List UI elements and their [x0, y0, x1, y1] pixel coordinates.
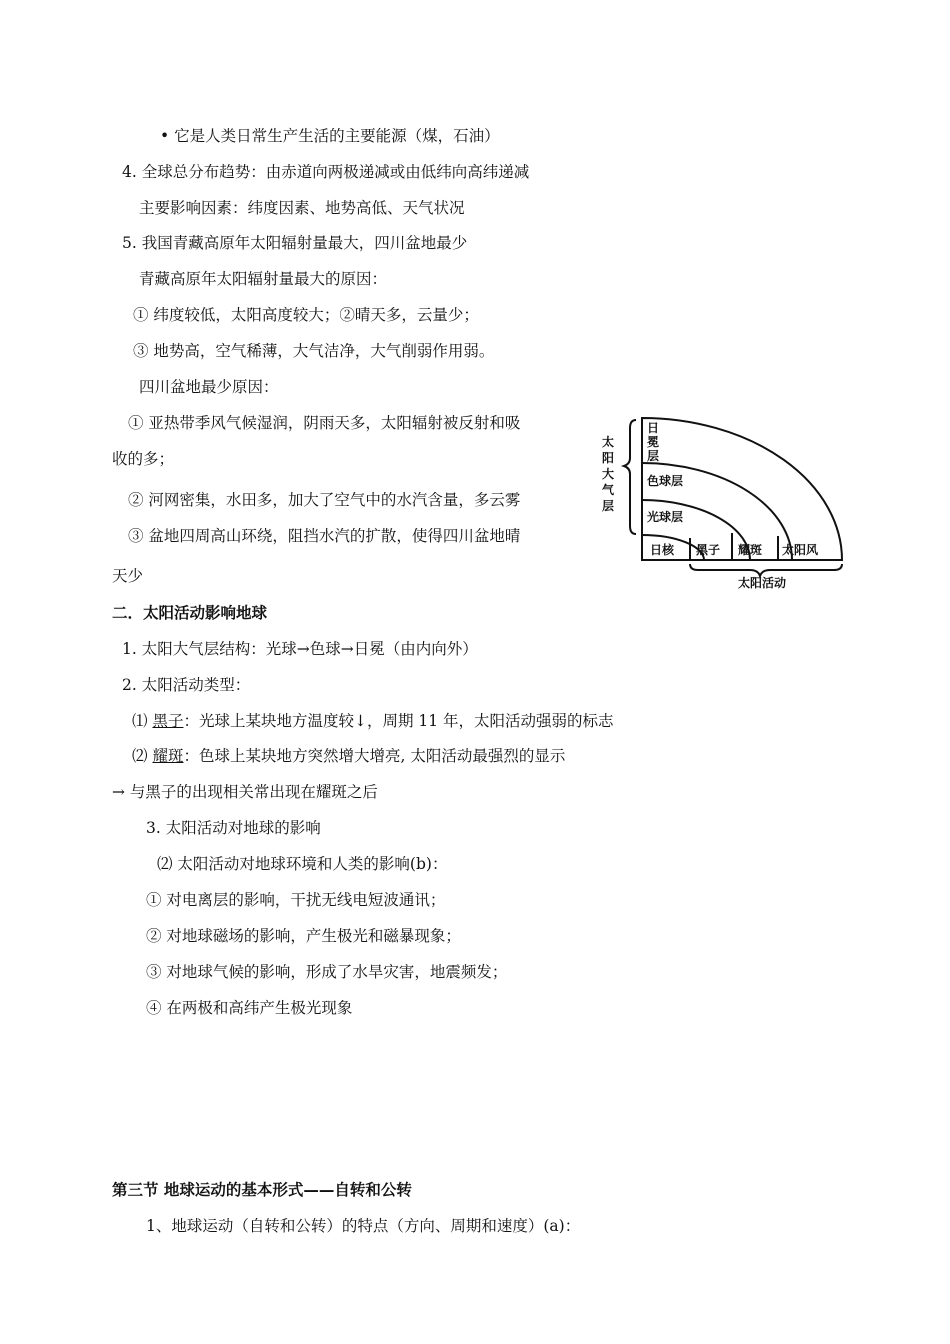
text-line: ① 纬度较低，太阳高度较大；②晴天多，云量少； — [133, 306, 479, 324]
term-sunspot: 黑子 — [152, 712, 184, 730]
solar-wind-label: 太阳风 — [782, 543, 819, 557]
text-line: 3. 太阳活动对地球的影响 — [146, 819, 321, 837]
solar-atmosphere-diagram — [590, 408, 850, 593]
text-line: → 与黑子的出现相关常出现在耀斑之后 — [112, 783, 378, 801]
text-line: ④ 在两极和高纬产生极光现象 — [146, 999, 353, 1017]
atmosphere-label — [602, 434, 615, 513]
text-line: ③ 盆地四周高山环绕，阻挡水汽的扩散，使得四川盆地晴 — [128, 527, 521, 545]
text-line: 1. 太阳大气层结构：光球→色球→日冕（由内向外） — [122, 640, 478, 658]
text-line: ③ 地势高，空气稀薄，大气洁净，大气削弱作用弱。 — [133, 342, 495, 360]
text-line: 2. 太阳活动类型： — [122, 676, 251, 694]
text-line: 主要影响因素：纬度因素、地势高低、天气状况 — [139, 199, 465, 217]
text-line: 收的多； — [112, 450, 175, 468]
core-label: 日核 — [650, 543, 675, 557]
atmosphere-label-char: 阳 — [602, 451, 615, 465]
corona-label-char: 日 — [647, 421, 660, 435]
photosphere-label: 光球层 — [647, 510, 684, 524]
text-line: ⑵ 太阳活动对地球环境和人类的影响(b)： — [157, 855, 448, 873]
text-line: 4. 全球总分布趋势：由赤道向两极递减或由低纬向高纬递减 — [122, 163, 530, 181]
item-text: ：色球上某块地方突然增大增亮, 太阳活动最强烈的显示 — [183, 747, 566, 765]
text-line: ② 河网密集，水田多，加大了空气中的水汽含量，多云雾 — [128, 491, 521, 509]
section-heading: 第三节 地球运动的基本形式——自转和公转 — [112, 1181, 412, 1199]
atmosphere-label-char: 大 — [602, 467, 615, 481]
chromosphere-label: 色球层 — [647, 474, 684, 488]
corona-label-char: 层 — [647, 449, 660, 463]
flare-label: 耀斑 — [738, 543, 763, 557]
item-text: ：光球上某块地方温度较↓，周期 11 年，太阳活动强弱的标志 — [183, 712, 614, 730]
text-line: 1、地球运动（自转和公转）的特点（方向、周期和速度）(a)： — [146, 1217, 581, 1235]
atmosphere-label-char: 气 — [602, 483, 615, 497]
term-flare: 耀斑 — [152, 747, 184, 765]
text-line: 青藏高原年太阳辐射量最大的原因： — [139, 270, 388, 288]
text-line: ② 对地球磁场的影响，产生极光和磁暴现象； — [146, 927, 461, 945]
flare-line — [132, 746, 565, 766]
solar-activity-label: 太阳活动 — [738, 576, 787, 590]
atmosphere-label-char: 层 — [602, 499, 615, 513]
text-line: ① 亚热带季风气候湿润，阴雨天多，太阳辐射被反射和吸 — [128, 414, 521, 432]
section-heading: 二．太阳活动影响地球 — [112, 604, 268, 622]
atmosphere-label-char: 太 — [602, 435, 615, 449]
text-line: ③ 对地球气候的影响，形成了水旱灾害，地震频发； — [146, 963, 508, 981]
corona-label-char: 冕 — [647, 435, 660, 449]
item-number: ⑵ — [132, 747, 148, 765]
text-line: ① 对电离层的影响，干扰无线电短波通讯； — [146, 891, 446, 909]
sunspot-label: 黑子 — [696, 543, 721, 557]
text-line: 5. 我国青藏高原年太阳辐射量最大，四川盆地最少 — [122, 234, 468, 252]
text-line: • 它是人类日常生产生活的主要能源（煤，石油） — [160, 127, 500, 145]
item-number: ⑴ — [132, 712, 148, 730]
corona-label — [647, 421, 659, 463]
text-line: 四川盆地最少原因： — [139, 378, 279, 396]
text-line: 天少 — [112, 567, 144, 585]
sunspot-line — [132, 711, 614, 731]
